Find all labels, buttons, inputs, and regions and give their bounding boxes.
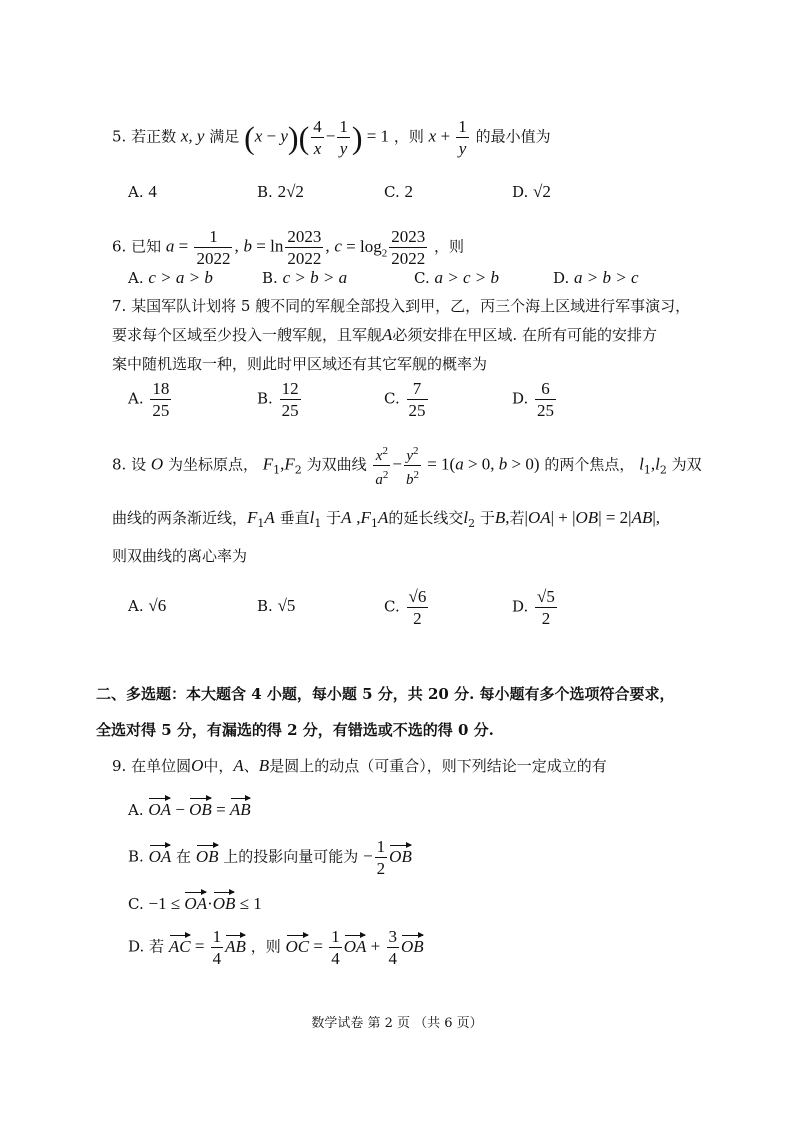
q5-option-a[interactable]: A. 4 [128,182,157,201]
q9-option-b[interactable]: B. OA 在 OB 上的投影向量可能为 − $\frac{1}{2}$ OB [128,837,412,878]
q8-option-a[interactable]: A. √6 [128,596,167,615]
q5-option-d[interactable]: D. √2 [512,182,551,201]
q5-option-b[interactable]: B. 2√2 [257,182,304,201]
q8-option-c[interactable]: C. $\frac{√6}{2}$ [384,587,427,628]
q6-option-a[interactable]: A. c > a > b [128,268,213,287]
q7-line-2: 要求每个区域至少投入一艘军舰，且军舰A必须安排在甲区域. 在所有可能的安排方 [112,325,657,344]
q5-option-c[interactable]: C. 2 [384,182,413,201]
q6-option-b[interactable]: B. c > b > a [262,268,348,287]
q9-stem: 9. 在单位圆O中，A、B是圆上的动点（可重合），则下列结论一定成立的有 [112,756,607,775]
q8-option-b[interactable]: B. √5 [257,596,296,615]
q8-option-d[interactable]: D. $\frac{√5}{2}$ [512,587,555,628]
q7-option-c[interactable]: C. $\frac{7}{25}$ [384,379,426,420]
q5-stem: 5. 若正数 x, y 满足 (x − y)( $\frac{4}{x}$ − $\frac{1}{y}$ ) = 1 ，则 x + $\frac{1}{y}$ 的最小值为 [112,117,551,158]
q7-line-1: 7. 某国军队计划将 5 艘不同的军舰全部投入到甲，乙，丙三个海上区域进行军事演习， [112,297,691,315]
q9-option-d[interactable]: D. 若 AC = $\frac{1}{4}$ AB ，则 OC = $\frac{1}{4}$ OA + $\frac{3}{4}$ OB [128,927,424,968]
q6-stem: 6. 已知 a = $\frac{1}{2022}$ , b = ln $\frac{2023}{2022}$ , $c = \log_2$ $\frac{2023}{2022}$ ，则 [112,227,465,268]
q7-line-3: 案中随机选取一种，则此时甲区域还有其它军舰的概率为 [112,355,488,373]
page-footer: 数学试卷 第 2 页 （共 6 页） [311,1016,483,1031]
section2-heading-2: 全选对得 5 分，有漏选的得 2 分，有错选或不选的得 0 分. [96,721,494,739]
q9-option-a[interactable]: A. OA − OB = AB [128,796,251,820]
q8-stem: 8. 设 O 为坐标原点， $F_1,F_2$ 为双曲线 $\frac{x^2}{a^2}$ − $\frac{y^2}{b^2}$ = 1(a > 0, b > 0) 的两个焦点， $l_1,l_2$ 为双 [112,442,702,489]
q7-option-b[interactable]: B. $\frac{12}{25}$ [257,379,299,420]
q6-option-c[interactable]: C. a > c > b [414,268,499,287]
q9-option-c[interactable]: C. −1 ≤ OA·OB ≤ 1 [128,890,262,914]
q6-option-d[interactable]: D. a > b > c [553,268,639,287]
q8-line-3: 则双曲线的离心率为 [112,547,248,565]
section2-heading: 二、多选题：本大题含 4 小题，每小题 5 分，共 20 分. 每小题有多个选项符合要求， [96,685,675,703]
q7-option-a[interactable]: A. $\frac{18}{25}$ [128,379,170,420]
q7-option-d[interactable]: D. $\frac{6}{25}$ [512,379,555,420]
q8-line-2: 曲线的两条渐近线，$F_1A$ 垂直$l_1$ 于A $,F_1A$的延长线交$l_2$ 于B,若|OA| + |OB| = 2|AB|, [112,508,661,530]
